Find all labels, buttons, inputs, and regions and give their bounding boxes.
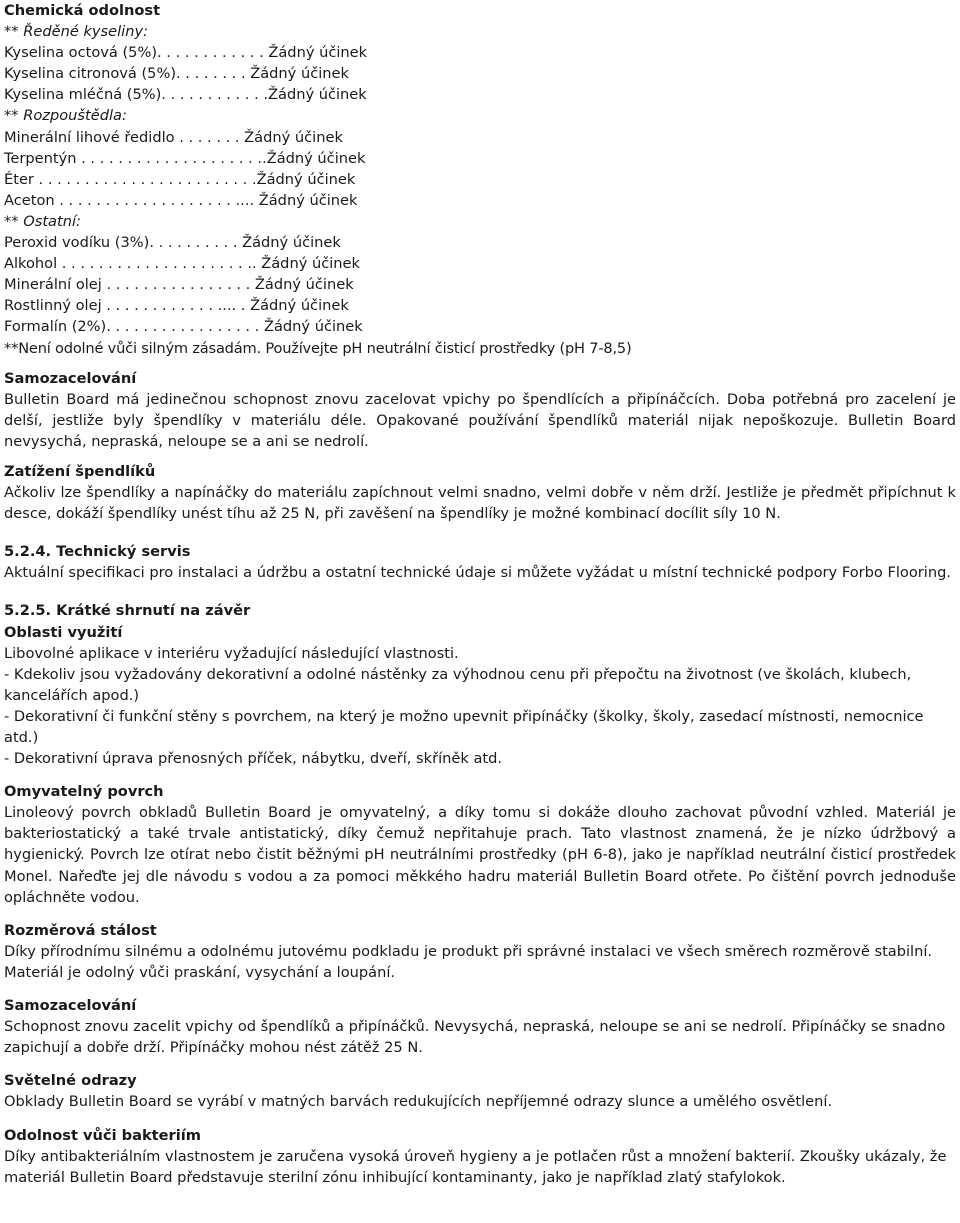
chem-subheading: ** Rozpouštědla: xyxy=(4,107,127,125)
chem-list xyxy=(4,21,956,337)
bacteria-heading: Odolnost vůči bakteriím xyxy=(4,1126,201,1144)
pins-heading: Zatížení špendlíků xyxy=(4,462,156,480)
reflections-text: Obklady Bulletin Board se vyrábí v matných barvách redukujících nepříjemné odrazy slunce a umělého osvětlení. xyxy=(4,1093,833,1111)
summary-intro: Libovolné aplikace v interiéru vyžadující následující vlastnosti. xyxy=(4,644,459,662)
chem-row: Terpentýn . . . . . . . . . . . . . . . . . . . ..Žádný účinek xyxy=(4,149,366,167)
service-heading: 5.2.4. Technický servis xyxy=(4,543,191,561)
chem-row: Minerální olej . . . . . . . . . . . . . . . . Žádný účinek xyxy=(4,276,354,294)
summary-heading: 5.2.5. Krátké shrnutí na závěr xyxy=(4,602,251,620)
reflections-heading: Světelné odrazy xyxy=(4,1072,137,1090)
summary-item: - Kdekoliv jsou vyžadovány dekorativní a odolné nástěnky za výhodnou cenu při přepočtu na životnost (ve školách, klubech, kancelářích apod.) xyxy=(4,665,912,704)
selfheal-text: Bulletin Board má jedinečnou schopnost znovu zacelovat vpichy po špendlících a připínáčcích. Doba potřebná pro zacelení je delší, jestliže byly špendlíky v materiálu déle. Opakované používání špendlíků materiál nijak nepoškozuje. Bulletin Board nevysychá, nepraská, neloupe se a ani se nedrolí. xyxy=(4,390,956,450)
chem-row: Alkohol . . . . . . . . . . . . . . . . . . . . .. Žádný účinek xyxy=(4,255,360,273)
selfheal-heading: Samozacelování xyxy=(4,369,137,387)
chem-row: Peroxid vodíku (3%). . . . . . . . . . Žádný účinek xyxy=(4,234,341,252)
service-text: Aktuální specifikaci pro instalaci a údržbu a ostatní technické údaje si můžete vyžádat u místní technické podpory Forbo Flooring. xyxy=(4,564,951,582)
chem-row: Kyselina citronová (5%). . . . . . . . Žádný účinek xyxy=(4,65,349,83)
chem-subheading: ** Ostatní: xyxy=(4,212,81,230)
chem-row: Éter . . . . . . . . . . . . . . . . . . . . . . . .Žádný účinek xyxy=(4,170,356,188)
chem-note: **Není odolné vůči silným zásadám. Používejte pH neutrální čisticí prostředky (pH 7-8,5) xyxy=(4,339,632,357)
chem-subheading: ** Ředěné kyseliny: xyxy=(4,23,149,41)
chem-row: Formalín (2%). . . . . . . . . . . . . . . . . Žádný účinek xyxy=(4,318,363,336)
stability-text: Díky přírodnímu silnému a odolnému jutovému podkladu je produkt při správné instalaci ve všech směrech rozměrově stabilní. Materiál je odolný vůči praskání, vysychání a loupání. xyxy=(4,942,933,981)
selfheal2-heading: Samozacelování xyxy=(4,997,137,1015)
chem-title: Chemická odolnost xyxy=(4,2,161,19)
chem-row: Aceton . . . . . . . . . . . . . . . . . . . .... Žádný účinek xyxy=(4,191,358,209)
chem-row: Kyselina mléčná (5%). . . . . . . . . . . .Žádný účinek xyxy=(4,86,367,104)
pins-text: Ačkoliv lze špendlíky a napínáčky do materiálu zapíchnout velmi snadno, velmi dobře v něm drží. Jestliže je předmět připíchnut k desce, dokáží špendlíky unést tíhu až 25 N, při zavěšení na špendlíky je možné kombinací docílit síly 10 N. xyxy=(4,484,956,523)
chem-row: Minerální lihové ředidlo . . . . . . . Žádný účinek xyxy=(4,128,343,146)
selfheal2-text: Schopnost znovu zacelit vpichy od špendlíků a připínáčků. Nevysychá, nepraská, neloupe se ani se nedrolí. Připínáčky se snadno zapichují a dobře drží. Připínáčky mohou nést zátěž 25 N. xyxy=(4,1018,946,1057)
summary-item: - Dekorativní či funkční stěny s povrchem, na který je možno upevnit připínáčky (školky, školy, zasedací místnosti, nemocnice atd.) xyxy=(4,707,924,746)
bacteria-text: Díky antibakteriálním vlastnostem je zaručena vysoká úroveň hygieny a je potlačen růst a množení bakterií. Zkoušky ukázaly, že materiál Bulletin Board představuje sterilní zónu inhibující kontaminanty, jako je například zlatý stafylokok. xyxy=(4,1147,947,1186)
summary-subheading: Oblasti využití xyxy=(4,623,123,641)
chem-row: Rostlinný olej . . . . . . . . . . . . .... . Žádný účinek xyxy=(4,297,349,315)
stability-heading: Rozměrová stálost xyxy=(4,921,157,939)
washable-text: Linoleový povrch obkladů Bulletin Board je omyvatelný, a díky tomu si dokáže dlouho zachovat původní vzhled. Materiál je bakteriostatický a také trvale antistatický, díky čemuž nepřitahuje prach. Tato vlastnost znamená, že je nízko údržbový a hygienický. Povrch lze otírat nebo čistit běžnými pH neutrálními prostředky (pH 6-8), jako je například neutrální čisticí prostředek Monel. Nařeďte jej dle návodu s vodou a za pomoci měkkého hadru materiál Bulletin Board otřete. Po čištění povrch jednoduše opláchněte vodou. xyxy=(4,804,956,906)
summary-item: - Dekorativní úprava přenosných příček, nábytku, dveří, skříněk atd. xyxy=(4,750,503,768)
chem-row: Kyselina octová (5%). . . . . . . . . . . . Žádný účinek xyxy=(4,44,368,62)
washable-heading: Omyvatelný povrch xyxy=(4,783,164,801)
